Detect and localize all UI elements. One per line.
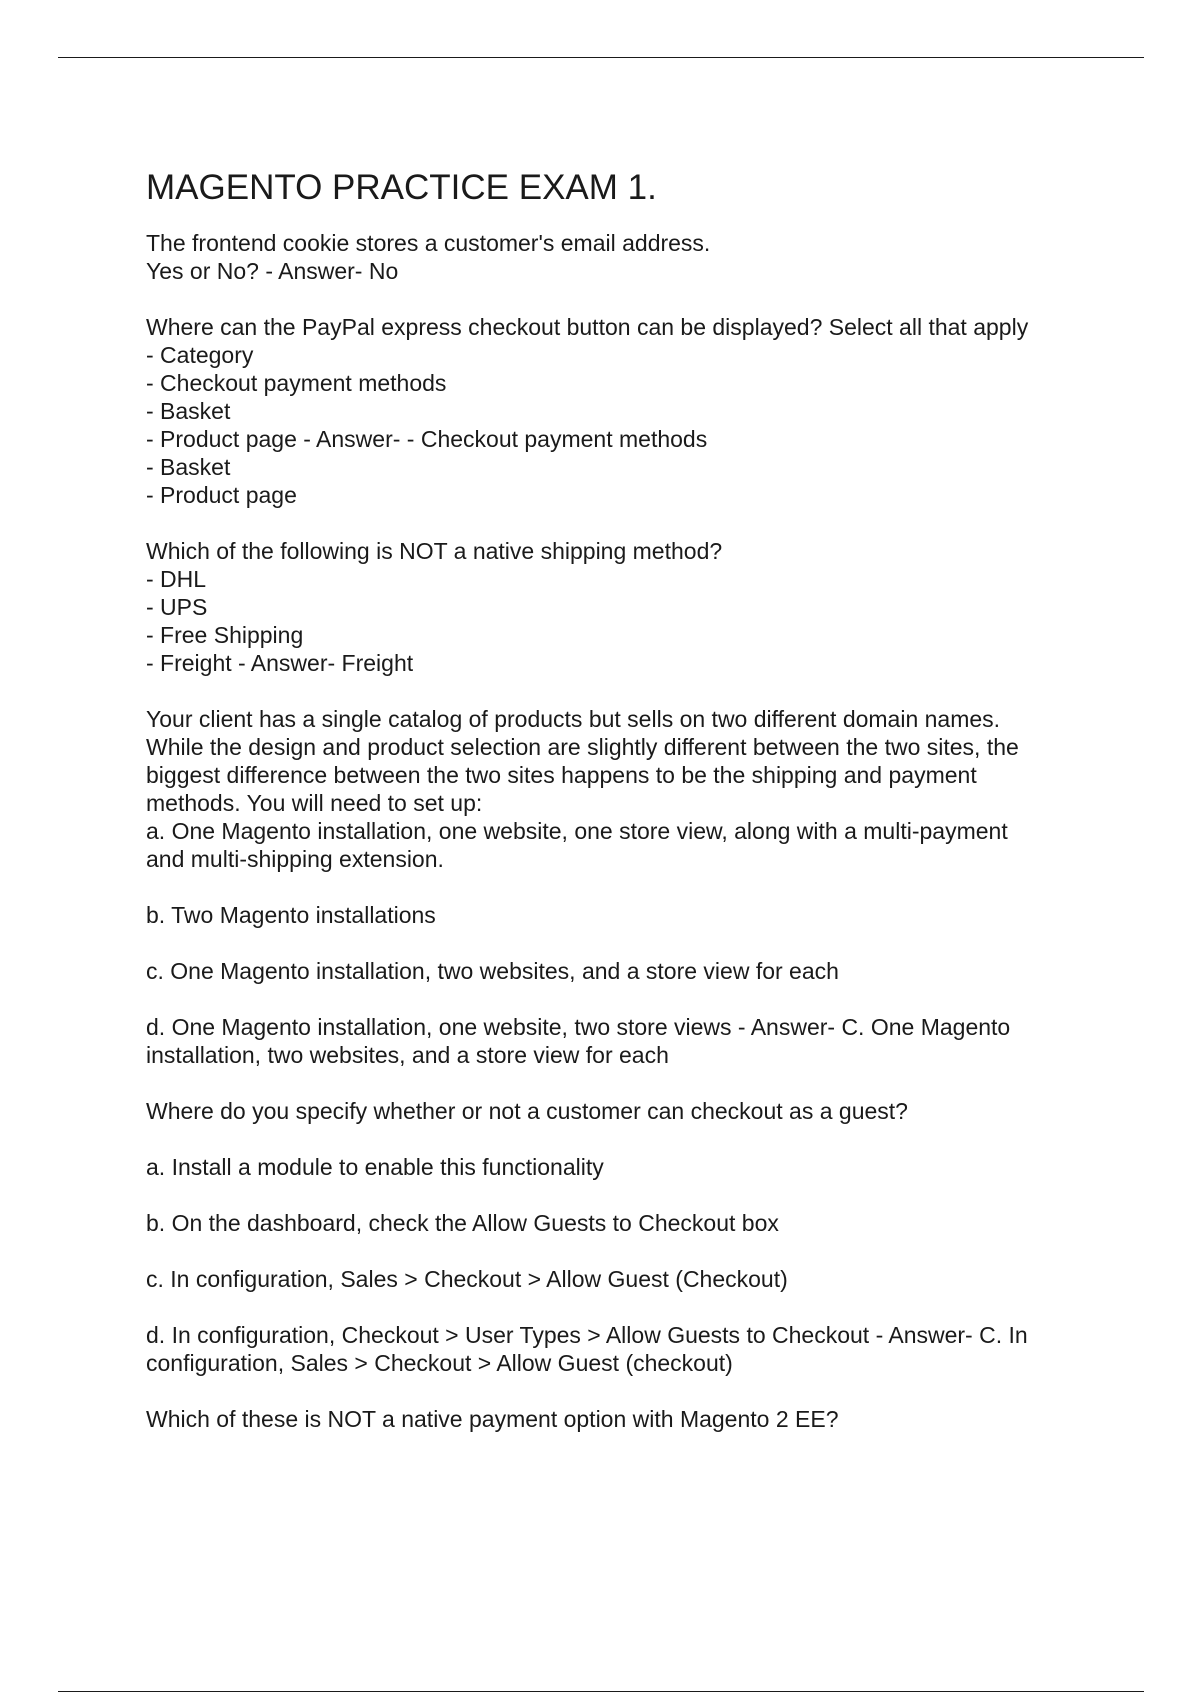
text-line: a. One Magento installation, one website, one store view, along with a multi-payment [146, 818, 1008, 844]
paragraph-cookie-question [146, 229, 1136, 285]
header-rule [58, 57, 1144, 58]
page-title: MAGENTO PRACTICE EXAM 1. [146, 168, 657, 208]
text-line: b. Two Magento installations [146, 902, 436, 928]
document-body [146, 229, 1136, 1461]
text-line: a. Install a module to enable this functionality [146, 1154, 604, 1180]
text-line: Which of these is NOT a native payment option with Magento 2 EE? [146, 1406, 839, 1432]
paragraph-paypal-question [146, 313, 1136, 509]
text-line: - Product page [146, 482, 297, 508]
paragraph-shipping-question [146, 537, 1136, 677]
text-line: b. On the dashboard, check the Allow Guests to Checkout box [146, 1210, 779, 1236]
text-line: - Checkout payment methods [146, 370, 447, 396]
text-line: - DHL [146, 566, 207, 592]
footer-rule [58, 1691, 1144, 1692]
text-line: - Basket [146, 454, 231, 480]
text-line: - UPS [146, 594, 208, 620]
paragraph-guest-option-d-answer [146, 1321, 1136, 1377]
text-line: configuration, Sales > Checkout > Allow Guest (checkout) [146, 1350, 733, 1376]
text-line: d. One Magento installation, one website, two store views - Answer- C. One Magento [146, 1014, 1011, 1040]
text-line: While the design and product selection are slightly different between the two sites, the [146, 734, 1019, 760]
text-line: Which of the following is NOT a native shipping method? [146, 538, 723, 564]
text-line: methods. You will need to set up: [146, 790, 483, 816]
text-line: - Free Shipping [146, 622, 304, 648]
text-line: Yes or No? - Answer- No [146, 258, 399, 284]
paragraph-payment-question [146, 1405, 1136, 1433]
text-line: c. In configuration, Sales > Checkout > Allow Guest (Checkout) [146, 1266, 788, 1292]
text-line: - Product page - Answer- - Checkout payment methods [146, 426, 708, 452]
paragraph-guest-option-b [146, 1209, 1136, 1237]
text-line: Where can the PayPal express checkout button can be displayed? Select all that apply [146, 314, 1029, 340]
text-line: c. One Magento installation, two websites, and a store view for each [146, 958, 839, 984]
paragraph-guest-option-a [146, 1153, 1136, 1181]
text-line: and multi-shipping extension. [146, 846, 444, 872]
paragraph-option-b [146, 901, 1136, 929]
paragraph-guest-question [146, 1097, 1136, 1125]
text-line: The frontend cookie stores a customer's email address. [146, 230, 711, 256]
text-line: d. In configuration, Checkout > User Types > Allow Guests to Checkout - Answer- C. In [146, 1322, 1028, 1348]
paragraph-guest-option-c [146, 1265, 1136, 1293]
paragraph-option-d-answer [146, 1013, 1136, 1069]
paragraph-catalog-question [146, 705, 1136, 873]
text-line: Where do you specify whether or not a customer can checkout as a guest? [146, 1098, 908, 1124]
text-line: - Basket [146, 398, 231, 424]
text-line: - Freight - Answer- Freight [146, 650, 414, 676]
text-line: biggest difference between the two sites happens to be the shipping and payment [146, 762, 977, 788]
text-line: - Category [146, 342, 254, 368]
paragraph-option-c [146, 957, 1136, 985]
text-line: installation, two websites, and a store view for each [146, 1042, 669, 1068]
text-line: Your client has a single catalog of products but sells on two different domain names. [146, 706, 1001, 732]
